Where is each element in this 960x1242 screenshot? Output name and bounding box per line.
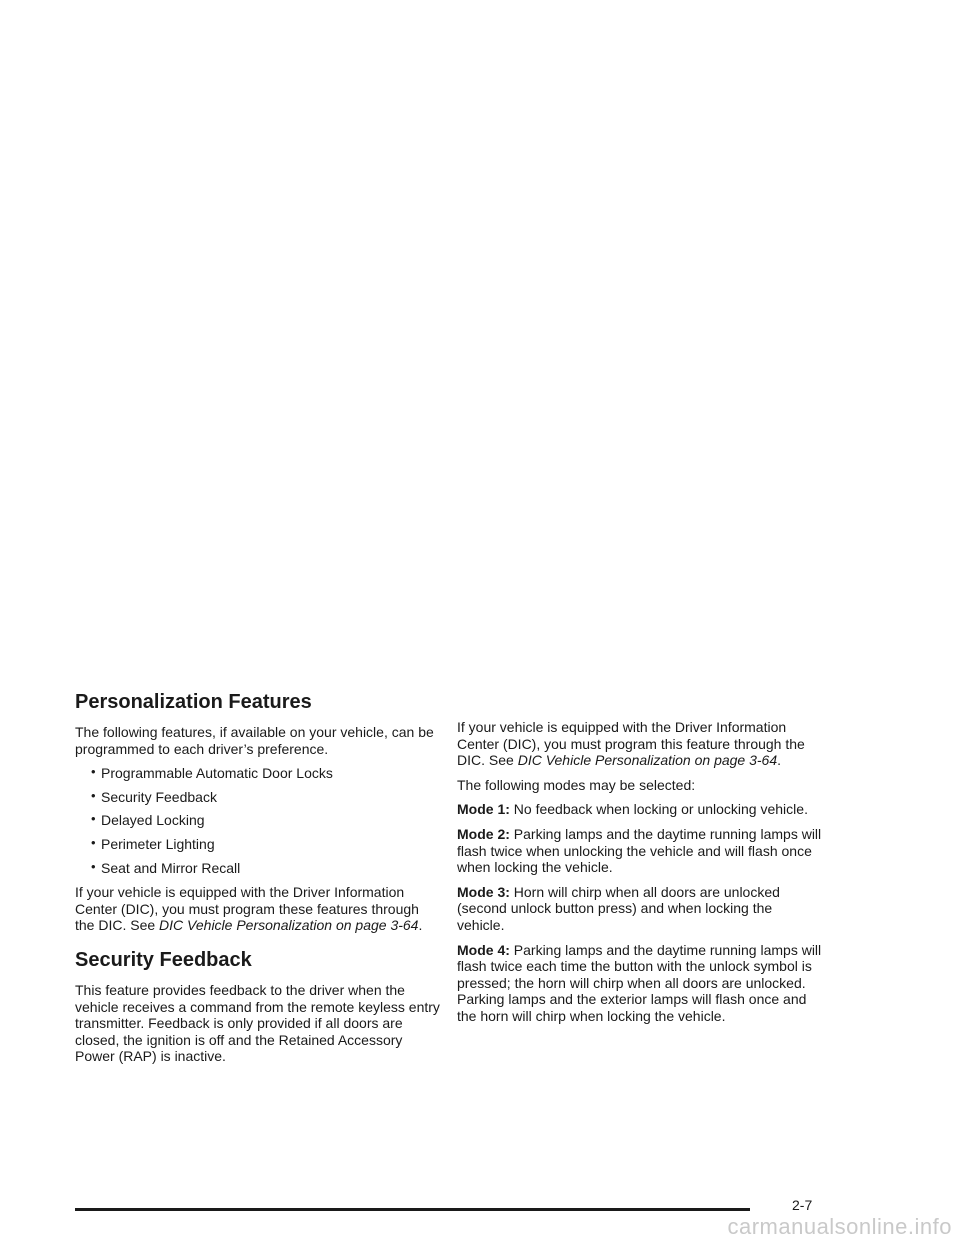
page-number: 2-7 [792,1197,813,1213]
list-item: • Programmable Automatic Door Locks [91,764,333,782]
modes-intro: The following modes may be selected: [457,776,696,793]
dic-paragraph: If your vehicle is equipped with the Driver Information Center (DIC), you must program this feature through the DIC. See DIC Vehicle Personalization on page 3-64. [457,719,805,769]
footer-rule [75,1208,750,1211]
mode-3-paragraph: Mode 3: Horn will chirp when all doors are unlocked (second unlock button press) and when locking the vehicle. [457,883,780,933]
bullet-icon: • [91,834,96,850]
mode-2-paragraph: Mode 2: Parking lamps and the daytime running lamps will flash twice when unlocking the vehicle and will flash once when locking the vehicle. [457,825,822,876]
dic-paragraph: If your vehicle is equipped with the Driver Information Center (DIC), you must program these features through the DIC. See DIC Vehicle Personalization on page 3-64. [75,884,423,934]
mode-label: Mode 2: [457,825,510,842]
list-item: • Perimeter Lighting [91,834,215,852]
mode-4-paragraph: Mode 4: Parking lamps and the daytime running lamps will flash twice each time the button with the unlock symbol is pressed; the horn will chirp when all doors are unlocked. Parking lamps and the exterior lamps will flash once and the horn will chirp when locking the vehicle. [457,941,822,1024]
section-heading-security-feedback: Security Feedback [75,948,252,971]
dic-page-reference: DIC Vehicle Personalization on page 3-64 [517,752,778,769]
bullet-icon: • [91,787,96,803]
right-column [457,719,822,1033]
section-heading-personalization: Personalization Features [75,691,312,713]
bullet-icon: • [91,811,96,827]
list-item: • Seat and Mirror Recall [91,858,241,876]
bullet-icon: • [91,764,96,780]
list-item: • Delayed Locking [91,811,205,829]
mode-label: Mode 1: [457,801,510,818]
left-column [75,690,440,1073]
mode-label: Mode 4: [457,941,510,958]
mode-1-paragraph: Mode 1: No feedback when locking or unlocking vehicle. [457,801,808,818]
watermark: carmanualsonline.info [727,1214,952,1239]
bullet-icon: • [91,858,96,874]
dic-page-reference: DIC Vehicle Personalization on page 3-64 [159,917,419,934]
mode-label: Mode 3: [457,883,510,900]
intro-paragraph: The following features, if available on your vehicle, can be programmed to each driver’s preference. [75,724,434,757]
feedback-paragraph: This feature provides feedback to the driver when the vehicle receives a command from the remote keyless entry transmitter. Feedback is only provided if all doors are closed, the ignition is off and the Retained Accessory Power (RAP) is inactive. [75,981,440,1065]
feature-list [75,765,440,876]
list-item: • Security Feedback [91,787,217,805]
